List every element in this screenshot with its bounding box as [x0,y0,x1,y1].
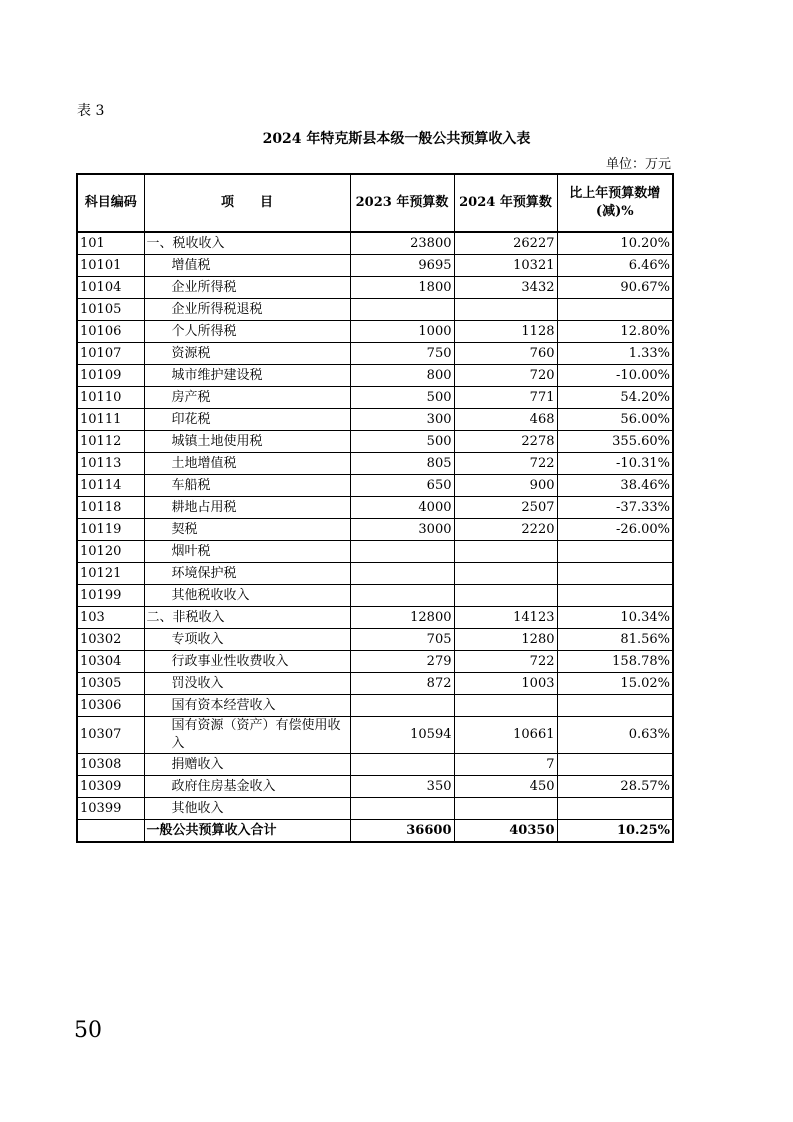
row-2024-value: 1128 [454,321,557,343]
table-row [77,717,673,754]
row-code: 10105 [77,299,144,321]
table-row [77,651,673,673]
table-row [77,695,673,717]
row-change-percent: 158.78% [557,651,673,673]
table-row [77,673,673,695]
total-2023-value: 36600 [350,820,454,843]
table-row [77,798,673,820]
row-2024-value: 2278 [454,431,557,453]
row-item-name: 个人所得税 [144,321,350,343]
row-code: 10111 [77,409,144,431]
table-row [77,232,673,255]
row-item-name: 城镇土地使用税 [144,431,350,453]
page-number: 50 [74,1018,102,1043]
row-item-name: 企业所得税 [144,277,350,299]
row-2024-value: 720 [454,365,557,387]
row-2024-value: 900 [454,475,557,497]
row-2024-value: 771 [454,387,557,409]
row-2024-value: 10661 [454,717,557,754]
table-row [77,387,673,409]
row-item-name: 政府住房基金收入 [144,776,350,798]
row-2024-value: 7 [454,754,557,776]
row-2023-value: 800 [350,365,454,387]
row-2023-value [350,695,454,717]
row-item-name: 企业所得税退税 [144,299,350,321]
row-change-percent: 81.56% [557,629,673,651]
row-2023-value [350,798,454,820]
row-2023-value [350,541,454,563]
row-2023-value [350,585,454,607]
row-change-percent [557,541,673,563]
row-change-percent: -10.31% [557,453,673,475]
total-code [77,820,144,843]
row-change-percent: 15.02% [557,673,673,695]
row-2023-value: 9695 [350,255,454,277]
row-code: 10305 [77,673,144,695]
row-change-percent [557,299,673,321]
row-change-percent: 1.33% [557,343,673,365]
row-change-percent [557,798,673,820]
row-code: 10113 [77,453,144,475]
row-2024-value: 468 [454,409,557,431]
row-item-name: 一、税收收入 [144,232,350,255]
table-row [77,409,673,431]
unit-label: 单位：万元 [605,157,671,172]
row-change-percent: 10.34% [557,607,673,629]
row-2023-value: 4000 [350,497,454,519]
row-code: 10199 [77,585,144,607]
row-code: 10304 [77,651,144,673]
row-item-name: 增值税 [144,255,350,277]
row-2024-value: 722 [454,453,557,475]
row-code: 10121 [77,563,144,585]
row-2024-value [454,695,557,717]
total-item-name: 一般公共预算收入合计 [144,820,350,843]
row-2023-value: 1800 [350,277,454,299]
row-2024-value: 2220 [454,519,557,541]
row-2023-value: 705 [350,629,454,651]
row-2023-value: 23800 [350,232,454,255]
total-row [77,820,673,843]
row-2023-value [350,563,454,585]
table-row [77,475,673,497]
table-row [77,431,673,453]
row-change-percent: -37.33% [557,497,673,519]
row-2024-value: 10321 [454,255,557,277]
row-code: 10106 [77,321,144,343]
row-2024-value [454,563,557,585]
row-code: 10107 [77,343,144,365]
row-item-name: 车船税 [144,475,350,497]
table-row [77,453,673,475]
row-item-name: 烟叶税 [144,541,350,563]
row-code: 10302 [77,629,144,651]
row-item-name: 国有资源（资产）有偿使用收入 [144,717,350,754]
table-label: 表 3 [77,103,105,119]
row-code: 10112 [77,431,144,453]
table-row [77,321,673,343]
row-code: 10308 [77,754,144,776]
row-code: 10110 [77,387,144,409]
row-item-name: 其他收入 [144,798,350,820]
row-item-name: 二、非税收入 [144,607,350,629]
row-item-name: 房产税 [144,387,350,409]
row-item-name: 国有资本经营收入 [144,695,350,717]
row-change-percent: -10.00% [557,365,673,387]
row-2024-value: 450 [454,776,557,798]
table-row [77,277,673,299]
row-item-name: 专项收入 [144,629,350,651]
row-change-percent: 38.46% [557,475,673,497]
header-2023-budget: 2023 年预算数 [350,174,454,232]
row-code: 10109 [77,365,144,387]
row-change-percent [557,563,673,585]
row-change-percent: 12.80% [557,321,673,343]
table-row [77,585,673,607]
row-2023-value: 12800 [350,607,454,629]
row-change-percent: 28.57% [557,776,673,798]
row-change-percent [557,695,673,717]
header-2024-budget: 2024 年预算数 [454,174,557,232]
table-row [77,754,673,776]
table-row [77,541,673,563]
row-item-name: 印花税 [144,409,350,431]
row-item-name: 行政事业性收费收入 [144,651,350,673]
row-2023-value: 279 [350,651,454,673]
row-item-name: 契税 [144,519,350,541]
row-2023-value: 1000 [350,321,454,343]
row-item-name: 罚没收入 [144,673,350,695]
row-2023-value: 500 [350,431,454,453]
row-2023-value: 350 [350,776,454,798]
row-2024-value [454,798,557,820]
row-change-percent: 0.63% [557,717,673,754]
row-code: 10309 [77,776,144,798]
row-change-percent: -26.00% [557,519,673,541]
row-2024-value: 14123 [454,607,557,629]
row-code: 101 [77,232,144,255]
table-row [77,299,673,321]
row-2024-value: 1003 [454,673,557,695]
row-2024-value [454,299,557,321]
budget-revenue-table [76,173,674,843]
row-code: 10101 [77,255,144,277]
header-item: 项 目 [144,174,350,232]
row-2023-value: 805 [350,453,454,475]
header-code: 科目编码 [77,174,144,232]
row-2024-value: 26227 [454,232,557,255]
row-code: 10104 [77,277,144,299]
row-code: 10399 [77,798,144,820]
row-code: 103 [77,607,144,629]
row-2024-value [454,585,557,607]
row-code: 10119 [77,519,144,541]
row-code: 10114 [77,475,144,497]
row-2024-value: 1280 [454,629,557,651]
row-code: 10118 [77,497,144,519]
total-change-percent: 10.25% [557,820,673,843]
row-code: 10307 [77,717,144,754]
table-row [77,343,673,365]
row-2023-value: 300 [350,409,454,431]
row-change-percent [557,585,673,607]
document-title: 2024 年特克斯县本级一般公共预算收入表 [262,131,531,147]
row-2023-value: 10594 [350,717,454,754]
row-2023-value: 750 [350,343,454,365]
table-row [77,563,673,585]
row-item-name: 土地增值税 [144,453,350,475]
row-2023-value: 3000 [350,519,454,541]
table-row [77,776,673,798]
row-change-percent: 355.60% [557,431,673,453]
total-2024-value: 40350 [454,820,557,843]
table-row [77,255,673,277]
row-change-percent: 10.20% [557,232,673,255]
row-item-name: 城市维护建设税 [144,365,350,387]
row-2023-value: 650 [350,475,454,497]
table-header-row [77,174,673,232]
row-2024-value: 2507 [454,497,557,519]
row-item-name: 环境保护税 [144,563,350,585]
row-2024-value: 3432 [454,277,557,299]
row-change-percent: 56.00% [557,409,673,431]
table-row [77,497,673,519]
row-change-percent: 54.20% [557,387,673,409]
row-item-name: 其他税收收入 [144,585,350,607]
row-2024-value: 760 [454,343,557,365]
header-change-percent: 比上年预算数增(减)% [557,174,673,232]
row-code: 10306 [77,695,144,717]
row-2024-value: 722 [454,651,557,673]
row-2023-value [350,299,454,321]
row-change-percent: 6.46% [557,255,673,277]
table-row [77,519,673,541]
table-row [77,607,673,629]
row-change-percent [557,754,673,776]
row-2023-value: 500 [350,387,454,409]
row-2023-value [350,754,454,776]
row-item-name: 捐赠收入 [144,754,350,776]
row-change-percent: 90.67% [557,277,673,299]
row-item-name: 资源税 [144,343,350,365]
row-2024-value [454,541,557,563]
row-2023-value: 872 [350,673,454,695]
row-item-name: 耕地占用税 [144,497,350,519]
table-row [77,365,673,387]
table-row [77,629,673,651]
row-code: 10120 [77,541,144,563]
